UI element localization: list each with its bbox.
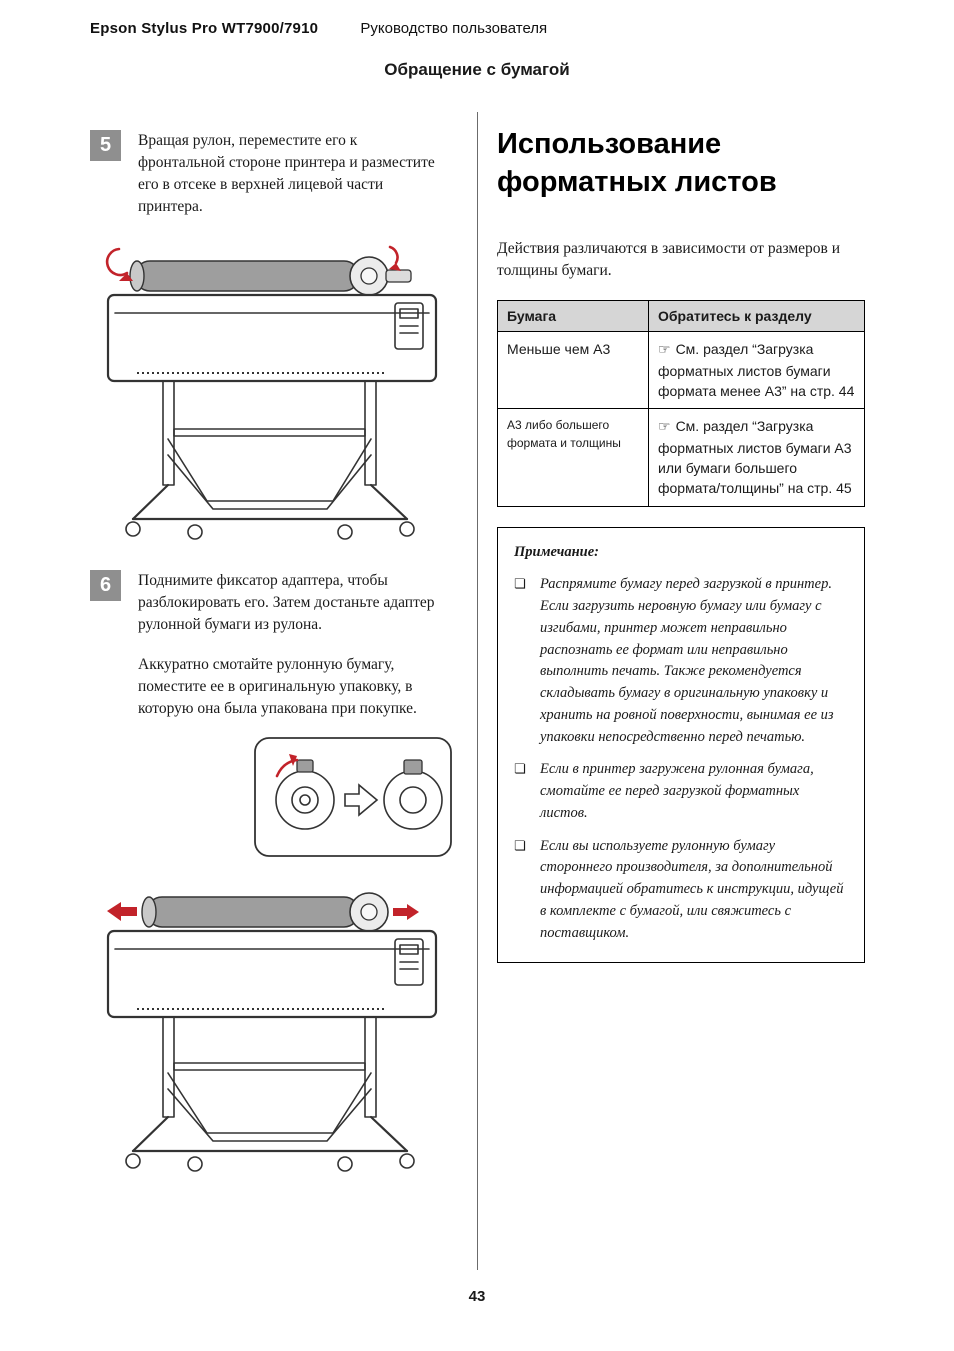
table-row: [498, 332, 865, 409]
paper-reference-table: [497, 300, 865, 506]
note-item: [514, 759, 848, 824]
adapter-detail-drawing: [253, 736, 453, 858]
note-item-text: Если в принтер загружена рулонная бумага, смотайте ее перед загрузкой форматных листов.: [540, 761, 814, 821]
paper-size-cell: A3 либо большего формата и толщины: [498, 409, 649, 506]
printer-unload-illustration: [95, 873, 462, 1178]
step-5-badge: 5: [90, 130, 121, 161]
step-6-paragraph: Аккуратно смотайте рулонную бумагу, поместите ее в оригинальную упаковку, в которую она была упакована при покупке.: [138, 656, 417, 717]
note-item-text: Если вы используете рулонную бумагу стороннего производителя, за дополнительной информацией обратитесь к инструкции, идущей в комплекте с бумагой, или свяжитесь с поставщиком.: [540, 837, 844, 941]
note-item: [514, 574, 848, 748]
section-ref-cell: [649, 409, 865, 506]
square-bullet-icon: ❏: [514, 762, 526, 778]
article-title: Использование форматных листов: [497, 128, 777, 199]
table-header-section: Обратитесь к разделу: [649, 301, 865, 332]
step-6-badge: 6: [90, 570, 121, 601]
section-ref-text: См. раздел “Загрузка форматных листов бумаги формата менее A3” на стр. 44: [658, 341, 855, 400]
doc-title: Руководство пользователя: [360, 20, 548, 37]
note-item-text: Распрямите бумагу перед загрузкой в принтер. Если загрузить неровную бумагу или бумагу с изгибами, принтер может неправильно распознать ее формат или неправильно выполнить печать. Также рекомендуется складывать бумагу в оригинальную упаковку и хранить на ровной поверхности, вынимая ее из упаковки непосредственно перед печатью.: [540, 576, 834, 745]
table-row: [498, 409, 865, 506]
note-title: Примечание:: [514, 543, 600, 560]
column-divider: [477, 112, 478, 1270]
page-header: [90, 20, 547, 37]
section-ref-cell: [649, 332, 865, 409]
left-column: [90, 130, 462, 1178]
cross-reference-icon: ☞: [658, 419, 671, 436]
square-bullet-icon: ❏: [514, 577, 526, 593]
step-5: [90, 130, 462, 218]
adapter-detail-illustration: [253, 736, 462, 863]
page-number: 43: [468, 1288, 486, 1305]
note-item: [514, 836, 848, 945]
step-5-text: Вращая рулон, переместите его к фронтальной стороне принтера и разместите его в отсеке в верхней лицевой части принтера.: [138, 132, 435, 215]
article-intro: Действия различаются в зависимости от размеров и толщины бумаги.: [497, 239, 841, 279]
table-header-paper: Бумага: [498, 301, 649, 332]
right-column: [497, 125, 865, 963]
note-box: [497, 527, 865, 964]
section-ref-text: См. раздел “Загрузка форматных листов бумаги A3 или бумаги большего формата/толщины” на стр. 45: [658, 418, 852, 497]
printer-unload-drawing: [95, 873, 450, 1173]
step-6-text: Поднимите фиксатор адаптера, чтобы разблокировать его. Затем достаньте адаптер рулонной бумаги из рулона.: [138, 572, 435, 633]
cross-reference-icon: ☞: [658, 342, 671, 359]
printer-roll-illustration: [95, 233, 462, 546]
printer-roll-drawing: [95, 233, 450, 541]
paper-size-cell: Меньше чем A3: [498, 332, 649, 409]
printer-model: Epson Stylus Pro WT7900/7910: [90, 20, 319, 37]
step-6: [90, 570, 462, 636]
table-header-row: [498, 301, 865, 332]
square-bullet-icon: ❏: [514, 838, 526, 854]
section-title: Обращение с бумагой: [384, 60, 570, 79]
